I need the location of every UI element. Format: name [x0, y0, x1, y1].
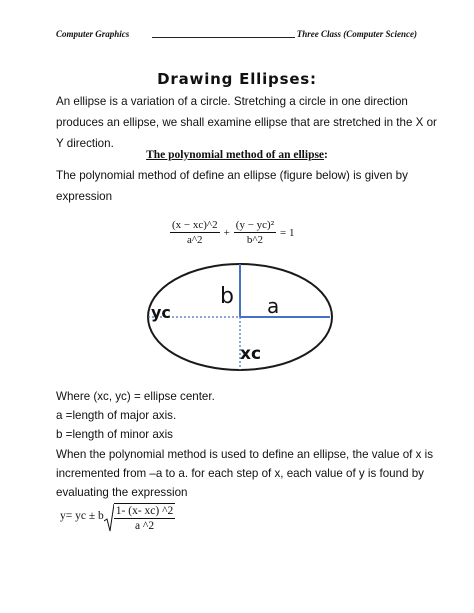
method-paragraph — [56, 165, 408, 207]
header-right: Three Class (Computer Science) — [296, 29, 417, 39]
x-term-numerator: (x − xc)^2 — [172, 219, 218, 231]
y-term-numerator: (y − yc)² — [235, 219, 275, 231]
label-a: a — [267, 294, 280, 318]
y-solution-lhs: y= yc ± b — [60, 510, 104, 522]
definitions-paragraph — [56, 387, 433, 502]
radicand-denominator: a ^2 — [134, 520, 155, 532]
page-title: Drawing Ellipses: — [157, 70, 317, 88]
radicand-numerator: 1- (x- xc) ^2 — [115, 505, 174, 517]
method-line: The polynomial method of define an ellipse (figure below) is given by — [56, 169, 408, 182]
header-left: Computer Graphics — [56, 29, 130, 39]
intro-line: An ellipse is a variation of a circle. Stretching a circle in one direction — [56, 95, 408, 108]
label-b: b — [220, 284, 234, 309]
definition-line: When the polynomial method is used to define an ellipse, the value of x is — [56, 447, 434, 461]
label-yc: yc — [151, 303, 171, 322]
definition-line: evaluating the expression — [56, 486, 188, 500]
equals-one: = 1 — [280, 226, 295, 239]
y-term-fraction — [234, 219, 276, 246]
ellipse-figure — [140, 255, 340, 380]
definition-line: a =length of major axis. — [56, 409, 177, 423]
intro-line: Y direction. — [56, 137, 114, 150]
label-xc: xc — [240, 344, 262, 364]
definition-line: incremented from –a to a. for each step of x, each value of y is found by — [56, 466, 424, 480]
method-line: expression — [56, 190, 113, 203]
definition-line: b =length of minor axis — [56, 428, 173, 442]
intro-line: produces an ellipse, we shall examine ellipse that are stretched in the X or — [56, 116, 437, 129]
ellipse-equation — [170, 219, 294, 246]
intro-paragraph — [56, 91, 437, 154]
x-term-denominator: a^2 — [187, 234, 203, 246]
section-heading-colon: : — [324, 149, 328, 161]
square-root-icon — [104, 503, 114, 533]
header-rule — [152, 37, 295, 38]
definition-line: Where (xc, yc) = ellipse center. — [56, 390, 215, 403]
radicand-fraction — [114, 503, 175, 532]
x-term-fraction — [170, 219, 220, 246]
section-heading — [0, 149, 474, 161]
y-solution-equation — [60, 503, 175, 533]
section-heading-text: The polynomial method of an ellipse — [146, 149, 325, 161]
y-term-denominator: b^2 — [246, 234, 263, 246]
plus-sign: + — [223, 226, 230, 239]
